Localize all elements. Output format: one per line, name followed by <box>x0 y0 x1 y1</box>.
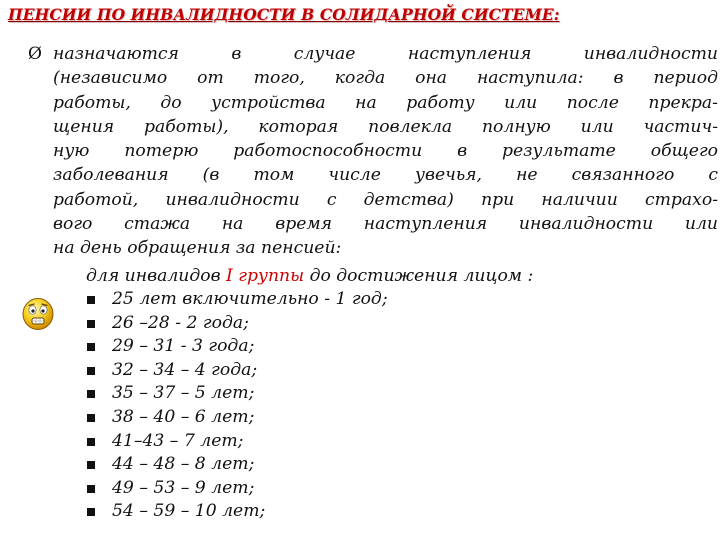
square-bullet-icon <box>87 485 95 493</box>
list-item <box>86 453 646 477</box>
age-list <box>86 288 646 524</box>
list-item-text: 41–43 – 7 лет; <box>112 430 244 451</box>
square-bullet-icon <box>87 296 95 304</box>
list-intro-before: для инвалидов <box>86 266 227 286</box>
square-bullet-icon <box>87 367 95 375</box>
square-bullet-icon <box>87 438 95 446</box>
square-bullet-icon <box>87 414 95 422</box>
main-paragraph <box>53 42 718 261</box>
list-item <box>86 382 646 406</box>
paragraph-line: ную потерю работоспособности в результате общего <box>53 141 718 162</box>
list-item-text: 49 – 53 – 9 лет; <box>112 477 255 498</box>
square-bullet-icon <box>87 320 95 328</box>
list-item-text: 35 – 37 – 5 лет; <box>112 383 255 404</box>
list-item <box>86 288 646 312</box>
list-item-text: 25 лет включительно - 1 год; <box>112 289 388 309</box>
paragraph-line: заболевания (в том числе увечья, не связанного с <box>53 165 718 186</box>
list-item <box>86 477 646 501</box>
group-highlight: I группы <box>226 266 305 286</box>
paragraph-line: работой, инвалидности с детства) при наличии страхо- <box>53 189 718 210</box>
worried-smiley-icon <box>20 295 56 331</box>
list-item-text: 54 – 59 – 10 лет; <box>112 501 266 522</box>
list-item-text: 44 – 48 – 8 лет; <box>112 454 255 475</box>
list-item <box>86 430 646 454</box>
list-item <box>86 359 646 383</box>
paragraph-line: назначаются в случае наступления инвалидности <box>53 44 718 64</box>
paragraph-line: (независимо от того, когда она наступила: в период <box>53 68 718 89</box>
age-list-block <box>86 264 646 524</box>
square-bullet-icon <box>87 508 95 516</box>
paragraph-line: щения работы), которая повлекла полную или частич- <box>53 116 718 137</box>
list-item <box>86 335 646 359</box>
paragraph-line: работы, до устройства на работу или после прекра- <box>53 92 718 113</box>
square-bullet-icon <box>87 343 95 351</box>
square-bullet-icon <box>87 390 95 398</box>
list-item-text: 38 – 40 – 6 лет; <box>112 406 255 427</box>
list-item <box>86 500 646 524</box>
list-intro-after: до достижения лицом : <box>304 266 534 286</box>
list-item <box>86 406 646 430</box>
list-item-text: 32 – 34 – 4 года; <box>112 359 258 380</box>
paragraph-line: вого стажа на время наступления инвалидности или <box>53 214 718 235</box>
list-item-text: 29 – 31 - 3 года; <box>112 336 255 357</box>
paragraph-line: на день обращения за пенсией: <box>53 238 342 259</box>
arrow-bullet-icon: Ø <box>28 44 42 64</box>
list-item <box>86 312 646 336</box>
page-title: ПЕНСИИ ПО ИНВАЛИДНОСТИ В СОЛИДАРНОЙ СИСТЕМЕ: <box>8 5 560 24</box>
list-item-text: 26 –28 - 2 года; <box>112 312 249 333</box>
list-intro <box>86 264 646 288</box>
square-bullet-icon <box>87 461 95 469</box>
